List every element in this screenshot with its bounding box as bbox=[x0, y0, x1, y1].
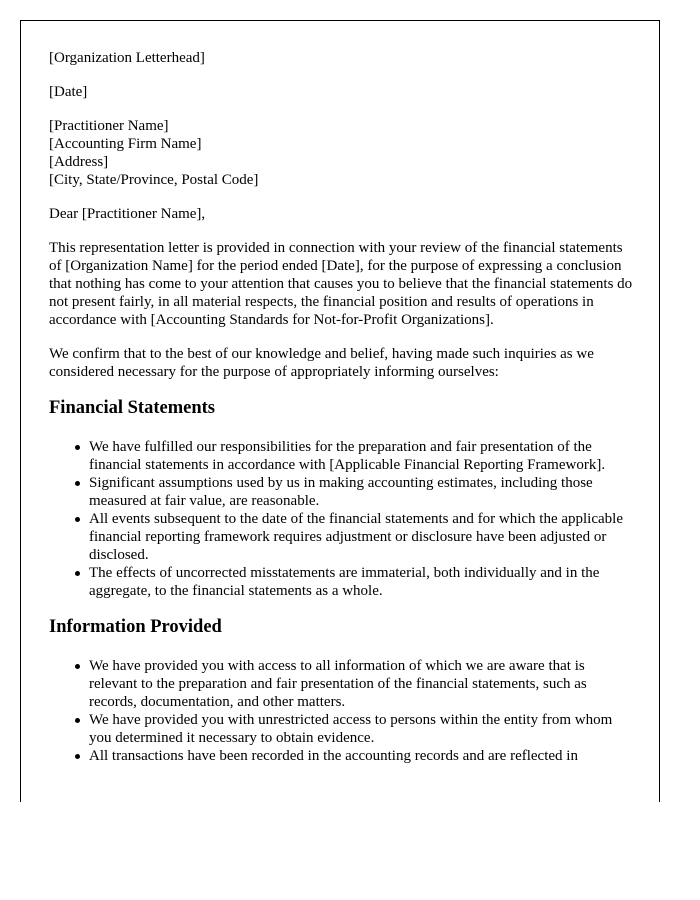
list-item: The effects of uncorrected misstatements are immaterial, both individually and in the aggregate, to the financial statements as a whole. bbox=[89, 564, 634, 600]
section-heading-financial-statements: Financial Statements bbox=[49, 398, 215, 418]
letter-content bbox=[49, 49, 634, 781]
recipient-address-block bbox=[49, 117, 634, 189]
list-item: Significant assumptions used by us in making accounting estimates, including those measured at fair value, are reasonable. bbox=[89, 474, 634, 510]
recipient-city: [City, State/Province, Postal Code] bbox=[49, 172, 259, 188]
recipient-firm: [Accounting Firm Name] bbox=[49, 136, 202, 152]
confirm-paragraph: We confirm that to the best of our knowledge and belief, having made such inquiries as we considered necessary for the purpose of appropriately informing ourselves: bbox=[49, 346, 594, 380]
list-item: We have fulfilled our responsibilities for the preparation and fair presentation of the financial statements in accordance with [Applicable Financial Reporting Framework]. bbox=[89, 438, 634, 474]
letter-date: [Date] bbox=[49, 84, 88, 100]
salutation: Dear [Practitioner Name], bbox=[49, 206, 206, 222]
letter-page bbox=[20, 20, 660, 802]
list-item: We have provided you with unrestricted access to persons within the entity from whom you determined it necessary to obtain evidence. bbox=[89, 711, 634, 747]
letterhead: [Organization Letterhead] bbox=[49, 50, 205, 66]
list-item: All events subsequent to the date of the financial statements and for which the applicable financial reporting framework requires adjustment or disclosure have been adjusted or disclosed. bbox=[89, 510, 634, 564]
list-item: We have provided you with access to all information of which we are aware that is relevant to the preparation and fair presentation of the financial statements, such as records, documentation, and other matters. bbox=[89, 657, 634, 711]
list-item: All transactions have been recorded in the accounting records and are reflected in bbox=[89, 747, 634, 765]
recipient-name: [Practitioner Name] bbox=[49, 118, 169, 134]
financial-statements-list bbox=[49, 438, 634, 600]
intro-paragraph: This representation letter is provided in connection with your review of the financial statements of [Organization Name] for the period ended [Date], for the purpose of expressing a conclusion that nothing has come to your attention that causes you to believe that the financial statements do not present fairly, in all material respects, the financial position and results of operations in accordance with [Accounting Standards for Not-for-Profit Organizations]. bbox=[49, 240, 633, 328]
recipient-address: [Address] bbox=[49, 154, 109, 170]
information-provided-list bbox=[49, 657, 634, 765]
section-heading-information-provided: Information Provided bbox=[49, 617, 222, 637]
